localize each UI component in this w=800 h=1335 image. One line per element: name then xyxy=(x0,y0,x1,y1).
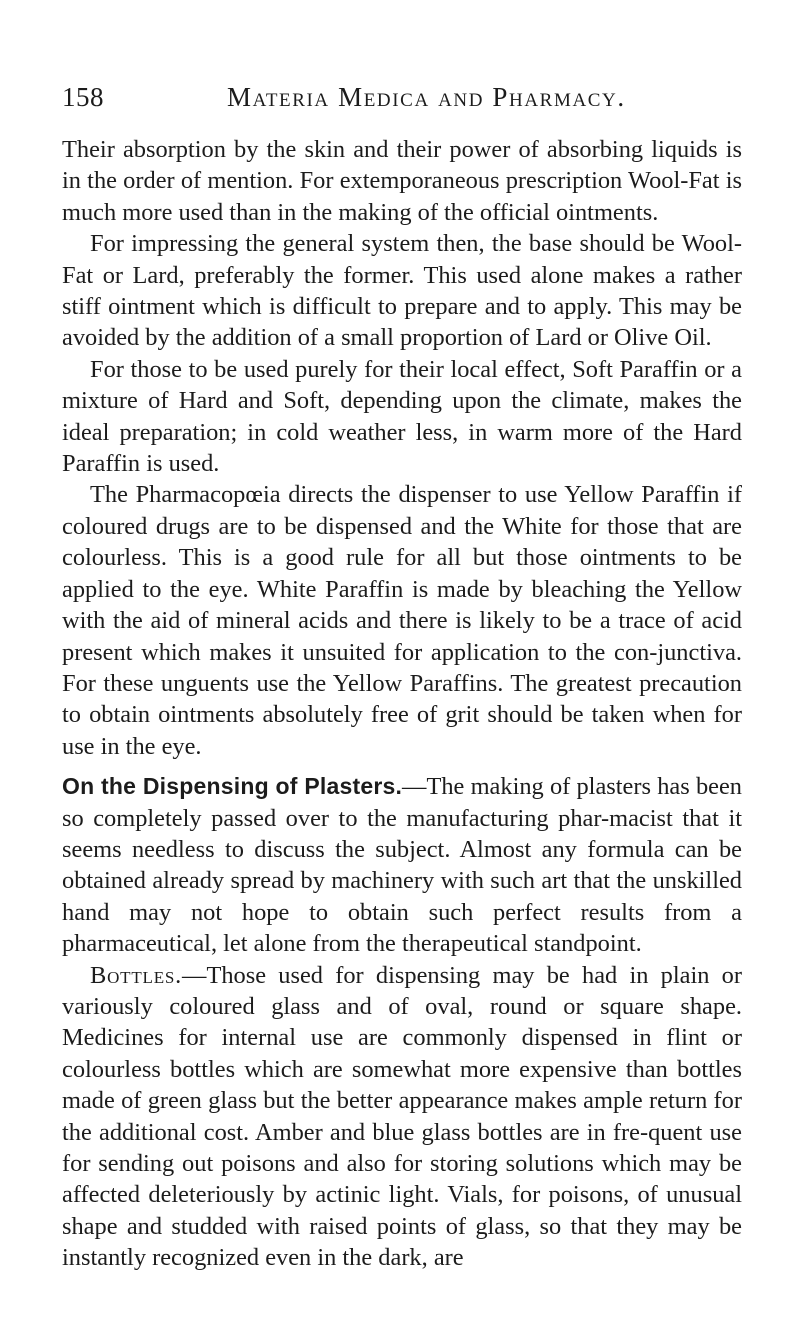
paragraph-bottles xyxy=(62,960,742,1274)
paragraph-pharmacopoeia: The Pharmacopœia directs the dispenser to use Yellow Paraffin if coloured drugs are to be dispensed and the White for those that are colourless. This is a good rule for all but those ointments to be applied to the eye. White Paraffin is made by bleaching the Yellow with the aid of mineral acids and there is likely to be a trace of acid present which makes it unsuited for application to the con-junctiva. For these unguents use the Yellow Paraffins. The greatest precaution to obtain ointments absolutely free of grit should be taken when for use in the eye. xyxy=(62,481,742,760)
paragraph-general-system: For impressing the general system then, the base should be Wool-Fat or Lard, preferably the former. This used alone makes a rather stiff ointment which is difficult to prepare and to apply. This may be avoided by the addition of a small proportion of Lard or Olive Oil. xyxy=(62,230,742,352)
bottles-text: —Those used for dispensing may be had in plain or variously coloured glass and of oval, round or square shape. Medicines for internal use are commonly dispensed in flint or colourless bottles which are somewhat more expensive than bottles made of green glass but the better appearance makes ample return for the additional cost. Amber and blue glass bottles are in fre-quent use for sending out poisons and also for storing solutions which may be affected deleteriously by actinic light. Vials, for poisons, of unusual shape and studded with raised points of glass, so that they may be instantly recognized even in the dark, are xyxy=(62,961,742,1272)
running-title: Materia Medica and Pharmacy. xyxy=(227,82,626,112)
plasters-text: —The making of plasters has been so completely passed over to the manufacturing phar-macist that it seems needless to discuss the subject. Almost any formula can be obtained already spread by machinery with such art that the unskilled hand may not hope to obtain such perfect results from a pharmaceutical, let alone from the therapeutical standpoint. xyxy=(62,773,742,958)
page-header xyxy=(62,82,742,122)
body-text xyxy=(62,134,742,1274)
paragraph-plasters xyxy=(62,771,742,959)
bottles-heading: Bottles. xyxy=(90,961,183,989)
paragraph-absorption: Their absorption by the skin and their power of absorbing liquids is in the order of mention. For extemporaneous prescription Wool-Fat is much more used than in the making of the official ointments. xyxy=(62,136,742,226)
paragraph-local-effect: For those to be used purely for their local effect, Soft Paraffin or a mixture of Hard and Soft, depending upon the climate, makes the ideal preparation; in cold weather less, in warm more of the Hard Paraffin is used. xyxy=(62,355,742,478)
plasters-heading: On the Dispensing of Plasters. xyxy=(62,773,403,800)
page-number: 158 xyxy=(62,82,104,112)
